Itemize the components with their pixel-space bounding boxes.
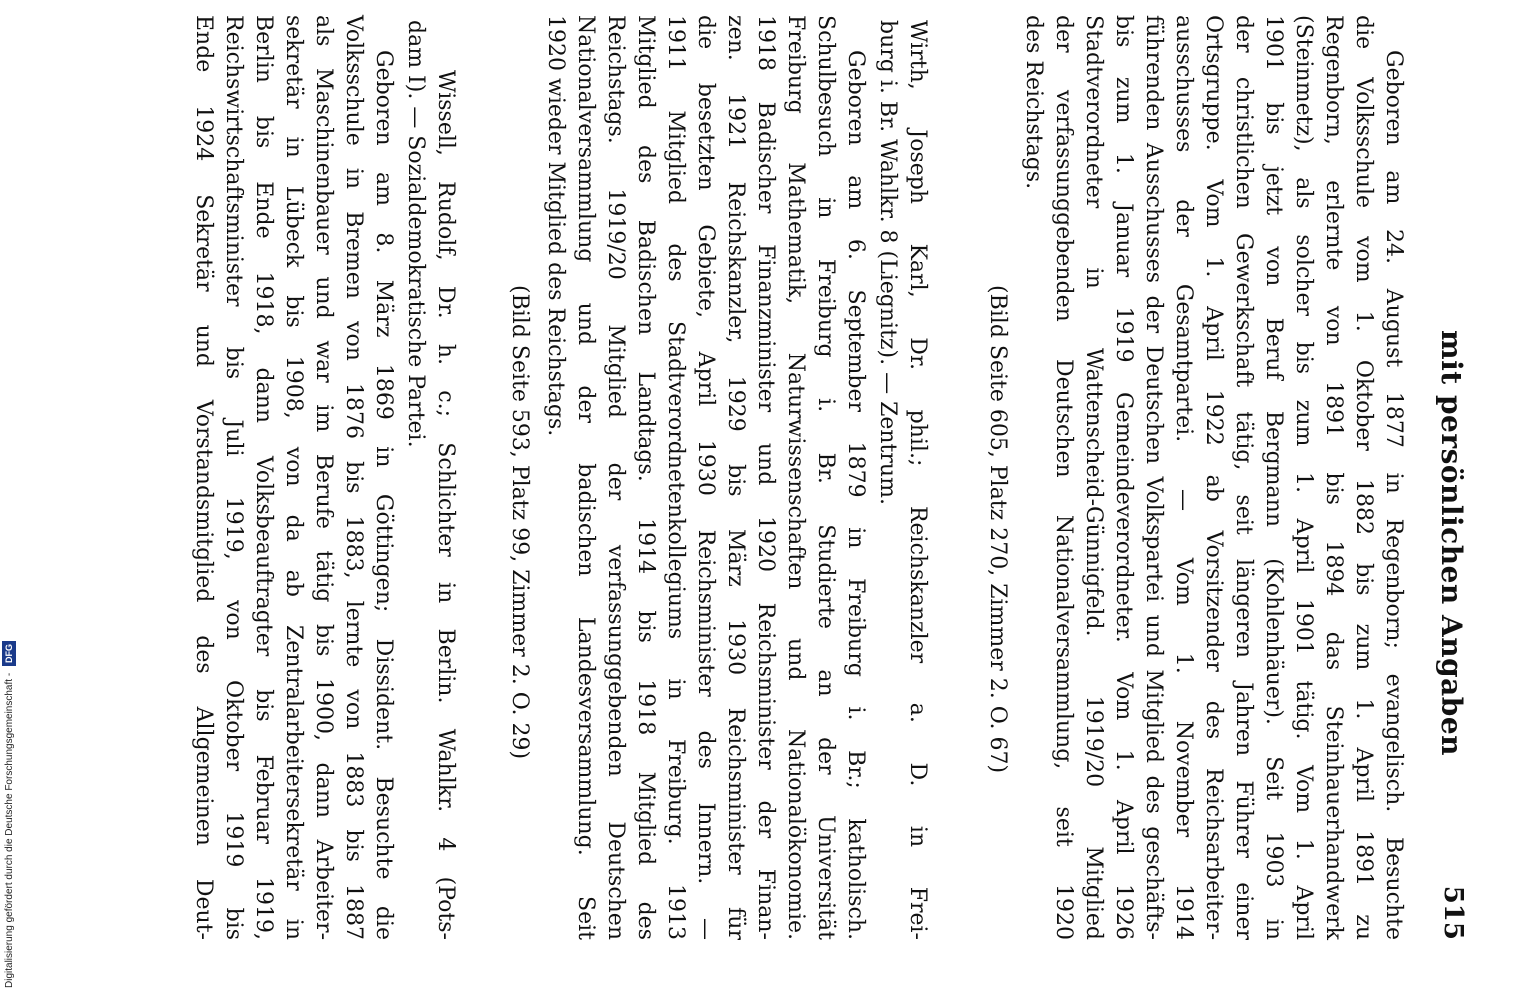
text-line: Mitglied des Badischen Landtags. 1914 bis 1918 Mitglied des [633,15,658,940]
text-line: sekretär in Lübeck bis 1908, von da ab Zentralarbeitersekretär in [281,15,306,940]
page-number: 515 [1438,885,1468,940]
text-line: Nationalversammlung und der badischen Landesversammlung. Seit [573,15,598,940]
entry-heading: Wissell, Rudolf, Dr. h. c.; Schlichter in Berlin. Wahlkr. 4 (Pots- [433,70,458,940]
entry-heading: Wirth, Joseph Karl, Dr. phil.; Reichskanzler a. D. in Frei- [905,20,930,940]
text-line: Stadtverordneter in Wattenscheid-Günnigfeld. 1919/20 Mitglied [1081,15,1106,940]
text-line: Freiburg Mathematik, Naturwissenschaften und Nationalökonomie. [783,15,808,940]
text-line: zen. 1921 Reichskanzler, 1929 bis März 1930 Reichsminister für [723,15,748,940]
text-line: Volksschule in Bremen von 1876 bis 1883, lernte von 1883 bis 1887 [341,15,366,940]
text-line: Reichswirtschaftsminister bis Juli 1919, von Oktober 1919 bis [221,15,246,940]
text-line: 1901 bis jetzt von Beruf Bergmann (Kohlenhäuer). Seit 1903 in [1261,15,1286,940]
text-line: die Volksschule vom 1. Oktober 1882 bis zum 1. April 1891 zu [1351,15,1376,940]
text-line: führenden Ausschusses der Deutschen Volkspartei und Mitglied des geschäfts- [1141,15,1166,940]
text-line: Berlin bis Ende 1918, dann Volksbeauftragter bis Februar 1919, [251,15,276,940]
text-line: 1920 wieder Mitglied des Reichstags. [543,15,568,437]
text-line: die besetzten Gebiete, April 1930 Reichsminister des Innern. — [693,15,718,940]
text-line: Geboren am 6. September 1879 in Freiburg i. Br.; katholisch. [843,50,868,940]
text-line: der christlichen Gewerkschaft tätig, seit längeren Jahren Führer einer [1231,15,1256,940]
text-line: 1918 Badischer Finanzminister und 1920 Reichsminister der Finan- [753,15,778,940]
dfg-logo: DFG [2,641,16,666]
text-line: Reichstags. 1919/20 Mitglied der verfassunggebenden Deutschen [603,15,628,940]
text-line: Regenborn, erlernte von 1891 bis 1894 das Steinhauerhandwerk [1321,15,1346,940]
running-title: mit persönlichen Angaben [1435,330,1468,757]
text-line: Schulbesuch in Freiburg i. Br. Studierte an der Universität [813,15,838,940]
text-line: bis zum 1. Januar 1919 Gemeindeverordneter. Vom 1. April 1926 [1111,15,1136,940]
text-line: Geboren am 24. August 1877 in Regenborn; evangelisch. Besuchte [1381,50,1406,940]
funding-note [1,600,19,988]
funding-note-text: Digitalisierung gefördert durch die Deutsche Forschungsgemeinschaft - [4,672,15,988]
photo-reference: (Bild Seite 593, Platz 99, Zimmer 2. O. 29) [507,285,532,760]
text-line: Geboren am 8. März 1869 in Göttingen; Dissident. Besuchte die [371,50,396,940]
text-line: 1911 Mitglied des Stadtverordnetenkollegiums in Freiburg. 1913 [663,15,688,940]
text-line: Ende 1924 Sekretär und Vorstandsmitglied des Allgemeinen Deut- [191,15,216,940]
text-line: als Maschinenbauer und war im Berufe tätig bis 1900, dann Arbeiter- [311,15,336,940]
page-header [1420,30,1470,940]
text-line: ausschusses der Gesamtpartei. — Vom 1. November 1914 [1171,15,1196,940]
text-line: (Steinmetz), als solcher bis zum 1. April 1901 tätig. Vom 1. April [1291,15,1316,940]
photo-reference: (Bild Seite 605, Platz 270, Zimmer 2. O. 67) [985,285,1010,774]
text-line: der verfassunggebenden Deutschen Nationalversammlung, seit 1920 [1051,15,1076,940]
text-line: burg i. Br. Wahlkr. 8 (Liegnitz). — Zentrum. [875,20,900,505]
text-line: Ortsgruppe. Vom 1. April 1922 ab Vorsitzender des Reichsarbeiter- [1201,15,1226,940]
text-line: dam I). — Sozialdemokratische Partei. [403,20,428,448]
document-page [80,0,1480,1000]
text-line: des Reichstags. [1021,15,1046,190]
